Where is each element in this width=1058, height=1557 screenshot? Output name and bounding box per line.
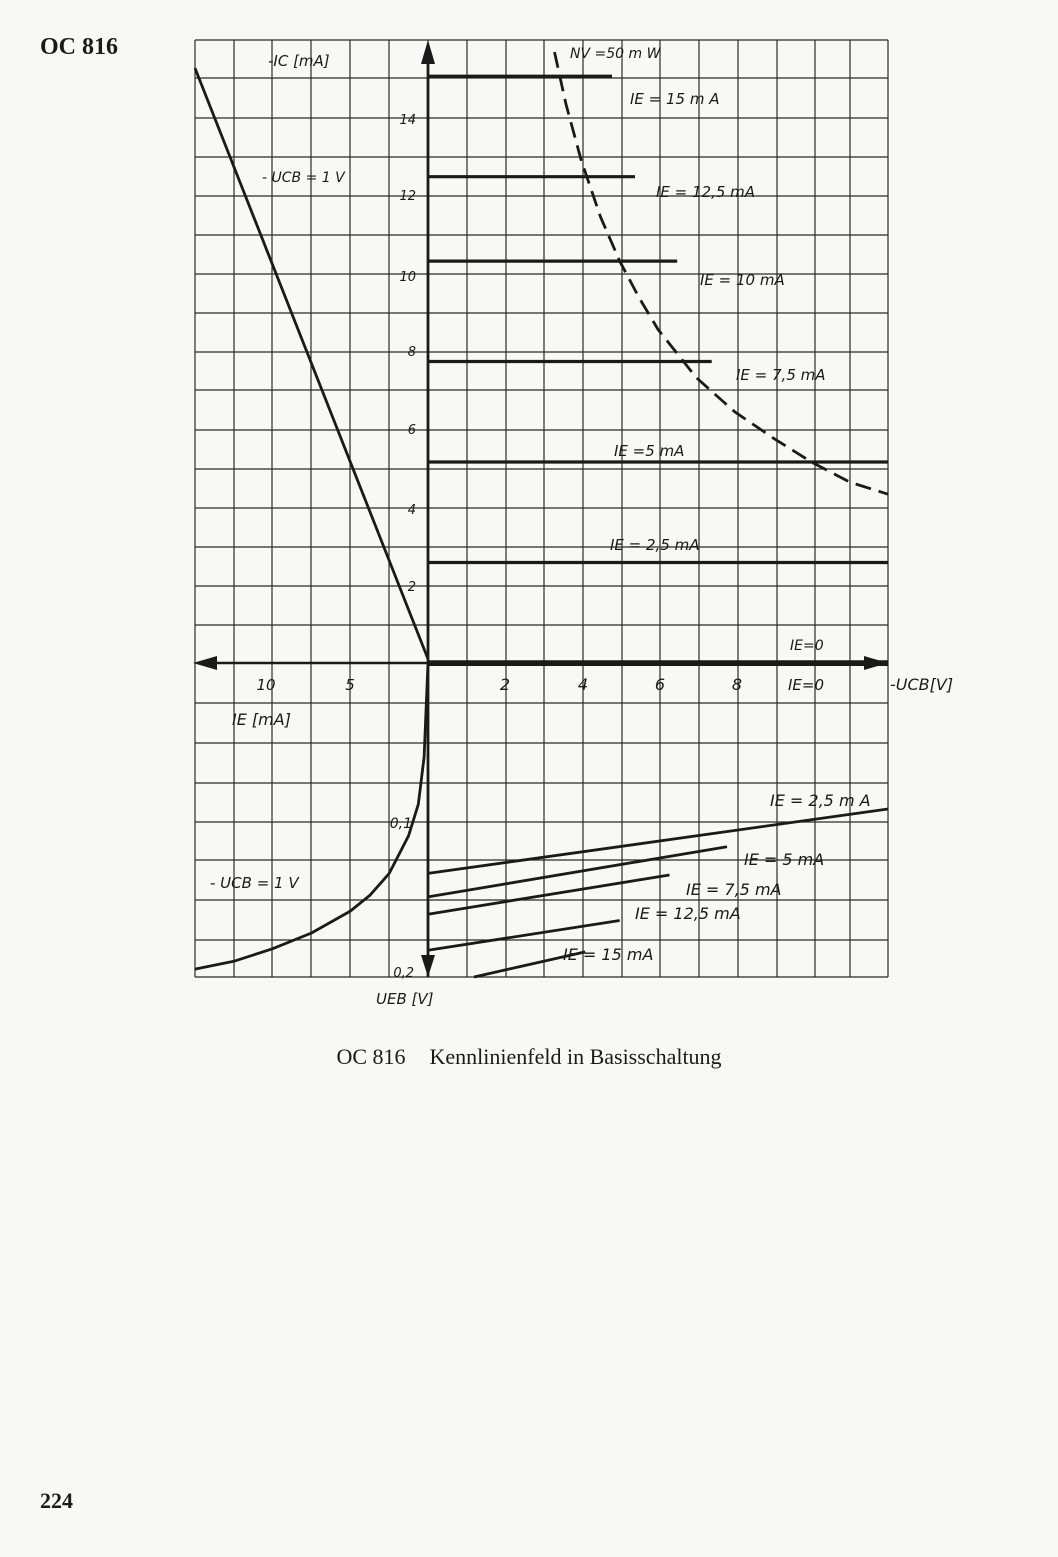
ic-tick-label: 10 [399, 270, 416, 285]
ucb-tick-label: 8 [731, 675, 743, 694]
ic-axis-label: -IC [mA] [268, 52, 330, 70]
caption-device: OC 816 [336, 1044, 406, 1069]
ie-curve-label: IE = 12,5 mA [656, 183, 756, 201]
x-axis-arrow-left [193, 656, 217, 670]
ie0-label-top: IE=0 [790, 638, 824, 654]
y-axis-arrow-up [421, 40, 435, 64]
ueb-axis-label: UEB [V] [376, 990, 434, 1008]
ie-curve-label: IE = 10 mA [700, 271, 785, 289]
ic-tick-label: 12 [399, 189, 416, 204]
ie-axis-label: IE [mA] [232, 710, 291, 729]
ucb-param-label-bottom: - UCB = 1 V [210, 874, 299, 892]
ie-curve-label: IE = 15 m A [630, 90, 720, 108]
ic-tick-label: 8 [407, 345, 416, 360]
y-axis-arrow-down [421, 955, 435, 977]
ic-tick-label: 14 [399, 113, 416, 128]
ic-tick-label: 2 [407, 580, 416, 595]
ie-feedback-label: IE = 15 mA [563, 945, 654, 964]
ie-feedback-label: IE = 5 mA [744, 850, 825, 869]
ie-feedback-label: IE = 7,5 mA [686, 880, 782, 899]
ucb-param-label-top: - UCB = 1 V [262, 170, 345, 186]
ie0-label-axis: IE=0 [788, 676, 825, 694]
ie-tick-label: 5 [345, 676, 355, 694]
ie-feedback-label: IE = 2,5 m A [770, 791, 871, 810]
ucb-axis-label: -UCB[V] [890, 675, 954, 694]
figure-caption [0, 1044, 1058, 1070]
ueb-tick-label: 0,2 [393, 966, 414, 981]
ucb-tick-label: 2 [499, 675, 511, 694]
ie-curve-label: IE = 2,5 mA [610, 536, 700, 554]
page-number: 224 [40, 1488, 73, 1513]
ueb-tick-label: 0,1 [389, 816, 412, 832]
ic-tick-label: 4 [407, 503, 416, 518]
ie-curve-label: IE = 7,5 mA [736, 366, 826, 384]
power-label: NV =50 m W [570, 46, 661, 62]
ic-tick-label: 6 [407, 423, 416, 438]
ie-feedback-label: IE = 12,5 mA [635, 904, 741, 923]
curves [195, 52, 888, 977]
ie-tick-label: 10 [256, 676, 276, 694]
page-header: OC 816 [40, 34, 118, 60]
caption-text: Kennlinienfeld in Basisschaltung [429, 1044, 722, 1069]
chart-labels [210, 46, 953, 1008]
ucb-tick-label: 6 [654, 675, 666, 694]
ucb-tick-label: 4 [577, 675, 589, 694]
ie-curve-label: IE =5 mA [614, 442, 685, 460]
feedback-curve [428, 875, 670, 914]
